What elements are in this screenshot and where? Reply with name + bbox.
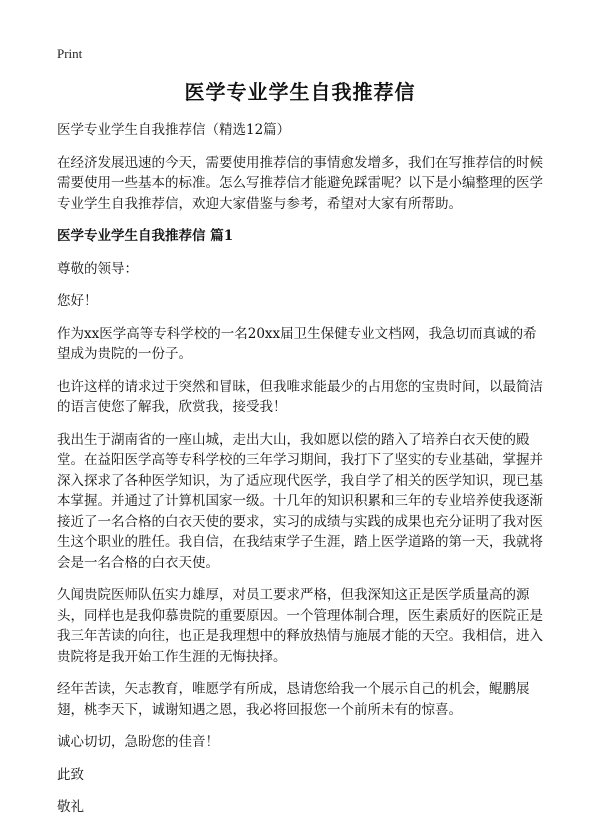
sign-off-1: 此致 bbox=[57, 766, 84, 783]
sign-off-2: 敬礼 bbox=[57, 799, 84, 815]
section-heading: 医学专业学生自我推荐信 篇1 bbox=[57, 228, 234, 244]
document-subtitle: 医学专业学生自我推荐信（精选12篇） bbox=[57, 122, 291, 138]
body-paragraph: 经年苦读，矢志教育，唯愿学有所成，恳请您给我一个展示自己的机会，鲲鹏展翅，桃李天下，诚谢知遇之恩，我必将回报您一个前所未有的惊喜。 bbox=[57, 681, 530, 718]
closing-line: 诚心切切，急盼您的佳音！ bbox=[57, 734, 219, 750]
body-paragraph: 久闻贵院医师队伍实力雄厚，对员工要求严格，但我深知这正是医学质量高的源头，同样也是我仰慕贵院的重要原因。一个管理体制合理，医生素质好的医院正是我三年苦读的向往，也正是我理想中的释放热情与施展才能的天空。我相信，进入贵院将是我开始工作生涯的无悔抉择。 bbox=[57, 587, 543, 665]
document-body bbox=[57, 120, 549, 830]
print-label: Print bbox=[57, 46, 83, 61]
body-paragraph: 我出生于湖南省的一座山城，走出大山，我如愿以偿的踏入了培养白衣天使的殿堂。在益阳医学高等专科学校的三年学习期间，我打下了坚实的专业基础，掌握并深入探求了各种医学知识，为了适应现代医学，我自学了相关的医学知识，现已基本掌握。并通过了计算机国家一级。十几年的知识积累和三年的专业培养使我逐渐接近了一名合格的白衣天使的要求，实习的成绩与实践的成果也充分证明了我对医生这个职业的胜任。我自信，在我结束学子生涯，踏上医学道路的第一天，我就将会是一名合格的白衣天使。 bbox=[57, 431, 543, 571]
body-paragraph: 作为xx医学高等专科学校的一名20xx届卫生保健专业文档网，我急切而真诚的希望成为贵院的一份子。 bbox=[57, 325, 537, 362]
page-title: 医学专业学生自我推荐信 bbox=[184, 80, 416, 104]
intro-paragraph: 在经济发展迅速的今天，需要使用推荐信的事情愈发增多，我们在写推荐信的时候需要使用一些基本的标准。怎么写推荐信才能避免踩雷呢？以下是小编整理的医学专业学生自我推荐信，欢迎大家借鉴与参考，希望对大家有所帮助。 bbox=[57, 154, 543, 212]
body-paragraph: 也许这样的请求过于突然和冒昧，但我唯求能最少的占用您的宝贵时间，以最简洁的语言使您了解我，欣赏我，接受我！ bbox=[57, 378, 543, 415]
salutation: 尊敬的领导： bbox=[57, 260, 138, 277]
greeting: 您好！ bbox=[57, 293, 98, 309]
